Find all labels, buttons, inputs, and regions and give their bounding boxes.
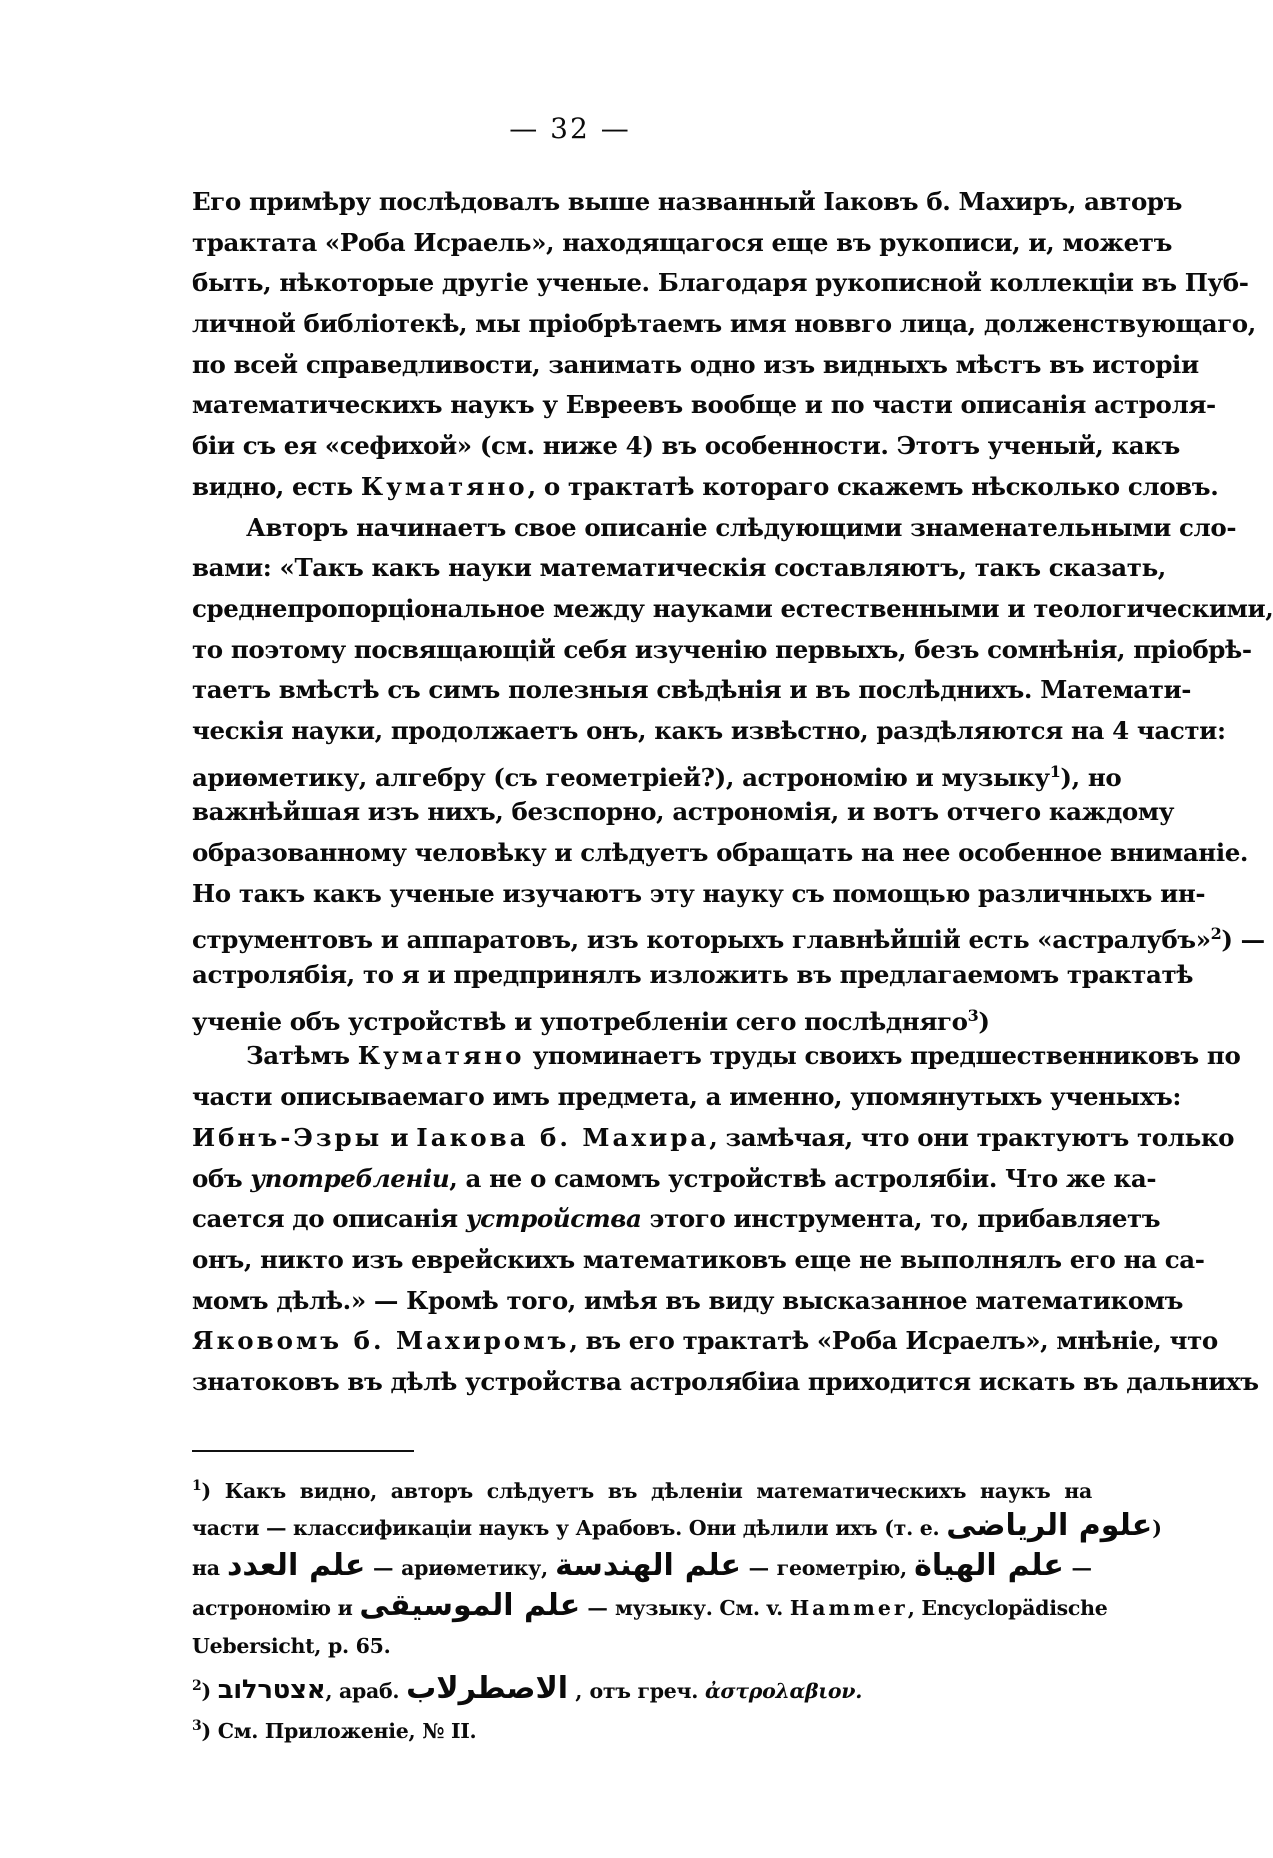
footnote-line <box>192 1506 1162 1546</box>
text-line: астролябія, то я и предпринялъ изложить въ предлагаемомъ трактатѣ <box>192 960 1194 990</box>
text-line: ческія науки, продолжаетъ онъ, какъ извѣстно, раздѣляются на 4 части: <box>192 715 1226 745</box>
text-line: Но такъ какъ ученые изучаютъ эту науку съ помощью различныхъ ин- <box>192 878 1206 908</box>
text-line: по всей справедливости, занимать одно изъ видныхъ мѣстъ въ исторіи <box>192 349 1199 379</box>
author-name: Яковомъ б. Махиромъ <box>192 1326 570 1356</box>
text-run: на <box>192 1556 220 1580</box>
text-run: , араб. <box>325 1679 400 1703</box>
author-name: Ибнъ-Эзры <box>192 1122 383 1152</box>
text-run: ученіе объ устройствѣ и употребленіи сего послѣдняго <box>192 1006 968 1036</box>
footnote-line: $^2$) אצטרלוב, араб. الاصطرلاب , отъ греч. ἀστρολαβιον. <box>192 1671 863 1706</box>
footnote-ref: 2 <box>1210 924 1222 944</box>
text-line <box>192 1118 1235 1159</box>
footnote-divider <box>192 1450 414 1452</box>
text-line: образованному человѣку и слѣдуетъ обращать на нее особенное вниманіе. <box>192 838 1249 867</box>
author-name: Іакова б. Махира <box>416 1122 710 1152</box>
footnote-line <box>192 1546 1092 1586</box>
text-run: , Encyclopädische <box>907 1596 1108 1620</box>
author-name: Куматяно <box>357 1041 525 1071</box>
text-run: , замѣчая, что они трактуютъ только <box>709 1122 1235 1152</box>
text-line: трактата «Роба Исраель», находящагося еще въ рукописи, и, можетъ <box>192 227 1172 257</box>
footnote-mark: 1 <box>192 1478 202 1494</box>
text-run: — ариѳметику, <box>373 1556 548 1580</box>
text-run: этого инструмента, то, прибавляетъ <box>641 1204 1161 1234</box>
text-line: знатоковъ въ дѣлѣ устройства астролябіиа приходится искать въ дальнихъ <box>192 1366 1259 1396</box>
author-name: Hammer <box>789 1596 908 1620</box>
text-run: ) <box>1152 1516 1162 1540</box>
text-run: ), но <box>1060 762 1122 792</box>
text-line: то поэтому посвящающій себя изученію первыхъ, безъ сомнѣнія, пріобрѣ- <box>192 634 1252 664</box>
text-line <box>192 914 1265 955</box>
text-line: Авторъ начинаетъ свое описаніе слѣдующими знаменательными сло- <box>246 512 1237 542</box>
footnote-line <box>192 1586 1108 1626</box>
footnote-mark: 2 <box>192 1678 202 1694</box>
text-line: момъ дѣлѣ.» — Кромѣ того, имѣя въ виду высказанное математикомъ <box>192 1285 1184 1315</box>
text-line <box>192 1036 1241 1077</box>
text-line: біи съ ея «сефихой» (см. ниже 4) въ особенности. Этотъ ученый, какъ <box>192 431 1180 461</box>
text-run: — музыку. См. v. <box>587 1596 790 1620</box>
text-run: части — классификаціи наукъ у Арабовъ. Они дѣлили ихъ (т. е. <box>192 1516 940 1540</box>
text-run: , въ его трактатѣ «Роба Исраелъ», мнѣніе, что <box>569 1326 1218 1356</box>
text-line: онъ, никто изъ еврейскихъ математиковъ еще не выполнялъ его на са- <box>192 1244 1205 1274</box>
text-run: объ <box>192 1163 251 1193</box>
text-line <box>192 1321 1218 1362</box>
footnote-mark: 3 <box>192 1718 202 1734</box>
text-line: среднепропорціональное между науками естественными и теологическими, <box>192 593 1273 623</box>
footnote-line: Uebersicht, p. 65. <box>192 1634 391 1658</box>
author-name: Куматяно <box>360 471 528 501</box>
greek-term: ἀστρολαβιον. <box>704 1679 863 1703</box>
arabic-term: علم العدد <box>227 1548 366 1583</box>
text-run: упоминаетъ труды своихъ предшественниковъ по <box>524 1041 1241 1071</box>
arabic-term: علم الهياة <box>914 1548 1064 1583</box>
hebrew-term: אצטרלוב <box>217 1675 326 1705</box>
text-line <box>192 996 1092 1037</box>
arabic-term: الاصطرلاب <box>406 1671 569 1706</box>
text-line: личной библіотекѣ, мы пріобрѣтаемъ имя новвго лица, долженствующаго, <box>192 309 1256 339</box>
text-line <box>192 1159 1157 1200</box>
text-line <box>192 752 1122 793</box>
emphasis-text: употребленіи <box>250 1163 450 1193</box>
text-run: струментовъ и аппаратовъ, изъ которыхъ главнѣйшій есть «астралубъ» <box>192 925 1211 955</box>
main-text <box>192 182 1273 1403</box>
arabic-term: علوم الرياضى <box>946 1508 1153 1543</box>
text-run: , отъ греч. <box>575 1679 699 1703</box>
footnote-ref: 3 <box>967 1005 979 1025</box>
page-number: — 32 — <box>509 112 631 145</box>
footnote-line <box>192 1706 1092 1746</box>
text-run: видно, есть <box>192 471 361 501</box>
arabic-term: علم الهندسة <box>555 1548 741 1583</box>
text-run: ) — <box>1221 925 1265 955</box>
text-run: — <box>1071 1556 1092 1580</box>
text-run: Затѣмъ <box>246 1041 358 1071</box>
emphasis-text: устройства <box>465 1204 642 1234</box>
text-line <box>192 1199 1161 1240</box>
text-run: ) См. Приложеніе, № II. <box>201 1719 477 1743</box>
text-run: , а не о самомъ устройствѣ астролябіи. Что же ка- <box>449 1163 1157 1193</box>
text-line: математическихъ наукъ у Евреевъ вообще и по части описанія астроля- <box>192 390 1216 420</box>
text-run: и <box>382 1122 417 1152</box>
text-line: части описываемаго имъ предмета, а именно, упомянутыхъ ученыхъ: <box>192 1082 1182 1112</box>
text-line: таетъ вмѣстѣ съ симъ полезныя свѣдѣнія и въ послѣднихъ. Математи- <box>192 675 1192 705</box>
text-line: Его примѣру послѣдовалъ выше названный Іаковъ б. Махиръ, авторъ <box>192 187 1183 216</box>
footnote-line <box>192 1466 1092 1506</box>
text-line <box>192 467 1219 508</box>
text-run: астрономію и <box>192 1596 353 1620</box>
text-run: — геометрію, <box>748 1556 907 1580</box>
text-run: , о трактатѣ котораго скажемъ нѣсколько словъ. <box>527 471 1219 501</box>
text-run: ) <box>978 1006 990 1036</box>
text-run: ) Какъ видно, авторъ слѣдуетъ въ дѣленіи математическихъ наукъ на <box>201 1479 1092 1503</box>
arabic-term: علم الموسيقى <box>359 1588 581 1623</box>
text-line: важнѣйшая изъ нихъ, безспорно, астрономія, и вотъ отчего каждому <box>192 797 1175 827</box>
footnote-ref: 1 <box>1049 761 1061 781</box>
text-line: вами: «Такъ какъ науки математическія составляютъ, такъ сказать, <box>192 553 1166 583</box>
text-run: ариѳметику, алгебру (съ геометріей?), астрономію и музыку <box>192 762 1050 792</box>
text-line: быть, нѣкоторые другіе ученые. Благодаря рукописной коллекціи въ Пуб- <box>192 268 1249 298</box>
text-run: сается до описанія <box>192 1204 466 1234</box>
footnotes <box>192 1466 1162 1746</box>
